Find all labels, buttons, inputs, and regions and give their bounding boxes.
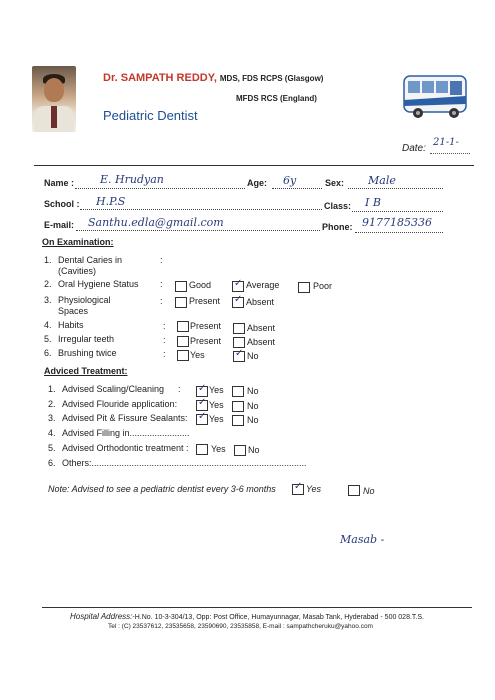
examination-title: On Examination: — [42, 237, 114, 247]
brushing-no-checkbox[interactable] — [233, 348, 245, 362]
note-no-checkbox[interactable] — [348, 485, 360, 496]
specialty-title: Pediatric Dentist — [103, 108, 198, 123]
orthodontic-yes-checkbox[interactable] — [196, 444, 208, 455]
orthodontic-no-label: No — [248, 445, 260, 455]
exam-label-irregular-teeth: Irregular teeth — [58, 334, 115, 344]
email-label: E-mail: — [44, 220, 75, 230]
treat-label-scaling: Advised Scaling/Cleaning — [62, 384, 165, 394]
brushing-yes-checkbox[interactable] — [177, 350, 189, 361]
flouride-no-label: No — [247, 401, 259, 411]
name-field[interactable]: E. Hrudyan — [100, 173, 164, 186]
scaling-yes-label: Yes — [209, 385, 224, 395]
doctor-qualifications: MDS, FDS RCPS (Glasgow) — [219, 74, 324, 83]
doctor-qualifications-2: MFDS RCS (England) — [236, 94, 317, 103]
class-field[interactable]: I B — [365, 196, 381, 209]
phone-label: Phone: — [322, 222, 353, 232]
oral-hygiene-average-checkbox[interactable] — [232, 278, 244, 292]
email-field[interactable]: Santhu.edla@gmail.com — [88, 216, 224, 229]
school-field[interactable]: H.P.S — [96, 195, 126, 208]
exam-num-5: 5. — [44, 334, 52, 344]
checkmark-icon: ✓ — [294, 481, 303, 492]
exam-label-oral-hygiene: Oral Hygiene Status — [58, 279, 139, 289]
irregular-present-label: Present — [190, 336, 222, 346]
irregular-absent-label: Absent — [247, 337, 276, 347]
checkmark-icon: ✓ — [198, 383, 207, 394]
treat-num-4: 4. — [48, 428, 56, 438]
flouride-yes-label: Yes — [209, 400, 224, 410]
oral-hygiene-poor-label: Poor — [313, 281, 333, 291]
brushing-no-label: No — [247, 351, 259, 361]
scaling-no-label: No — [247, 386, 259, 396]
oral-hygiene-good-label: Good — [189, 280, 212, 290]
irregular-absent-checkbox[interactable] — [233, 337, 245, 348]
scaling-no-checkbox[interactable] — [232, 386, 244, 397]
email-line — [76, 230, 320, 231]
date-line — [430, 153, 470, 154]
prescription-page: Dr. SAMPATH REDDY, MDS, FDS RCPS (Glasgow) MFDS RCS (England) Pediatric Dentist Date: 21-1- Name : E. Hrudyan Age: 6y Sex: Male School : H.P.S Class: I B E-mail: Santhu.edla@gmail.com Phone: 9177185336 On Examination: 1. Dental Caries in (Cavities) : 2. Oral Hygiene Status : Good ✓ Average Poor 3. Physiological Spaces : Present ✓ Absent 4. Habits : Present Absent 5. Irregular teeth : Present Absent 6. Brushing twice : Yes ✓ No Adviced Treatment: 1. Advised Scaling/Cleaning : ✓ Yes No 2. Advised Flouride application: ✓ Yes No 3. Advised Pit & Fissure Sealants: ✓ Yes No 4. Advised Filling in........................ 5. Advised Orthodontic treatment : Yes No 6. Others:...................................................................................... Note: Advised to see a pediatric dentist every 3-6 months ✓ Yes No Masab - Hospital Address:-H.No. 10-3-304/13, Opp: Post Office, Humayunnagar, Masab Tank, Hyderabad - 500 028.T.S. Tel : (C) 23537612, 23535658, 23590690, 23535858, E-mail : sampathcheruku@yahoo.com — [0, 0, 495, 700]
spaces-absent-checkbox[interactable] — [232, 294, 244, 308]
sealants-no-label: No — [247, 415, 259, 425]
brushing-yes-label: Yes — [190, 350, 205, 360]
exam-num-4: 4. — [44, 320, 52, 330]
exam-label-caries: Dental Caries in — [58, 255, 123, 265]
hospital-contact: Tel : (C) 23537612, 23535658, 23590690, 23535858, E-mail : sampathcheruku@yahoo.com — [108, 623, 373, 630]
advice-note: Note: Advised to see a pediatric dentist every 3-6 months — [48, 484, 276, 494]
checkmark-icon: ✓ — [234, 278, 243, 289]
note-yes-label: Yes — [306, 484, 322, 494]
checkmark-icon: ✓ — [198, 411, 207, 422]
exam-num-3: 3. — [44, 295, 52, 305]
treat-num-3: 3. — [48, 413, 56, 423]
oral-hygiene-poor-checkbox[interactable] — [298, 282, 310, 293]
treat-num-6: 6. — [48, 458, 56, 468]
orthodontic-yes-label: Yes — [211, 444, 226, 454]
doctor-name: Dr. SAMPATH REDDY, MDS, FDS RCPS (Glasgow) — [103, 72, 324, 84]
sex-label: Sex: — [325, 178, 345, 188]
exam-label-habits: Habits — [58, 320, 84, 330]
name-label: Name : — [44, 178, 75, 188]
spaces-present-checkbox[interactable] — [175, 297, 187, 308]
footer-divider — [42, 607, 472, 608]
doctor-photo — [32, 66, 76, 132]
exam-num-2: 2. — [44, 279, 52, 289]
habits-present-label: Present — [190, 321, 222, 331]
phone-field[interactable]: 9177185336 — [362, 216, 432, 229]
exam-label-brushing: Brushing twice — [58, 348, 117, 358]
oral-hygiene-average-label: Average — [246, 280, 280, 290]
school-bus-icon — [400, 66, 472, 122]
note-no-label: No — [363, 486, 375, 496]
exam-label-physiological: Physiological — [58, 295, 111, 305]
class-line — [352, 211, 443, 212]
habits-absent-checkbox[interactable] — [233, 323, 245, 334]
treat-label-others[interactable]: Others:...................................................................................... — [62, 458, 307, 468]
exam-label-physiological-sub: Spaces — [58, 306, 89, 316]
sealants-no-checkbox[interactable] — [232, 415, 244, 426]
note-yes-checkbox[interactable] — [292, 481, 304, 495]
name-line — [75, 188, 245, 189]
sex-field[interactable]: Male — [368, 174, 396, 187]
flouride-no-checkbox[interactable] — [232, 401, 244, 412]
habits-present-checkbox[interactable] — [177, 321, 189, 332]
age-label: Age: — [247, 178, 267, 188]
habits-absent-label: Absent — [247, 323, 276, 333]
treat-label-flouride: Advised Flouride application: — [62, 399, 178, 409]
scaling-yes-checkbox[interactable] — [196, 383, 208, 397]
treat-num-2: 2. — [48, 399, 56, 409]
doctor-signature: Masab - — [340, 533, 385, 546]
exam-num-1: 1. — [44, 255, 52, 265]
spaces-absent-label: Absent — [246, 297, 275, 307]
treat-label-orthodontic: Advised Orthodontic treatment : — [62, 443, 189, 453]
spaces-present-label: Present — [189, 296, 221, 306]
treat-label-sealants: Advised Pit & Fissure Sealants: — [62, 413, 188, 423]
flouride-yes-checkbox[interactable] — [196, 397, 208, 411]
hospital-address: Hospital Address:-H.No. 10-3-304/13, Opp: Post Office, Humayunnagar, Masab Tank, Hyderabad - 500 028.T.S. — [70, 612, 424, 621]
exam-num-6: 6. — [44, 348, 52, 358]
class-label: Class: — [324, 201, 352, 211]
date-label: Date: — [402, 143, 426, 154]
age-field[interactable]: 6y — [283, 174, 297, 187]
irregular-present-checkbox[interactable] — [177, 336, 189, 347]
treat-num-5: 5. — [48, 443, 56, 453]
sealants-yes-label: Yes — [209, 414, 224, 424]
date-value[interactable]: 21-1- — [433, 137, 459, 148]
sealants-yes-checkbox[interactable] — [196, 411, 208, 425]
treat-label-filling[interactable]: Advised Filling in........................ — [62, 428, 190, 438]
phone-line — [355, 232, 443, 233]
checkmark-icon: ✓ — [235, 348, 244, 359]
treat-num-1: 1. — [48, 384, 56, 394]
checkmark-icon: ✓ — [198, 397, 207, 408]
sex-line — [348, 188, 443, 189]
school-line — [80, 209, 322, 210]
header-divider — [34, 165, 474, 166]
treatment-title: Adviced Treatment: — [44, 366, 128, 376]
orthodontic-no-checkbox[interactable] — [234, 445, 246, 456]
exam-label-caries-sub: (Cavities) — [58, 266, 97, 276]
checkmark-icon: ✓ — [234, 294, 243, 305]
oral-hygiene-good-checkbox[interactable] — [175, 281, 187, 292]
school-label: School : — [44, 199, 80, 209]
age-line — [272, 188, 322, 189]
